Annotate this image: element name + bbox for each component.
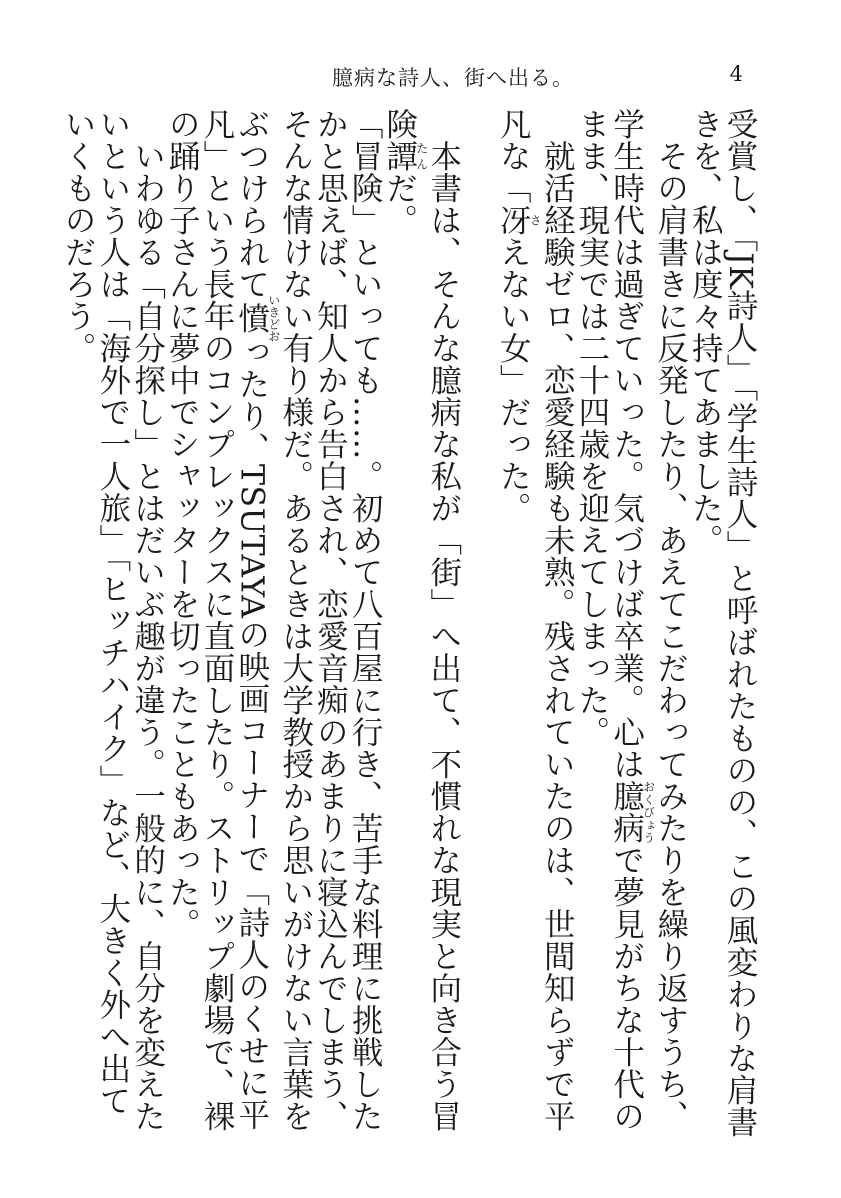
text-run: 受賞し、「JK詩人」「学生詩人」と呼ばれたものの、この風変わりな肩書きを、私は度々持てあました。 [687, 108, 758, 1138]
ruby-reading: さ [528, 204, 543, 236]
text-run: 本書は、そんな臆病な私が「街」へ出て、不慣れな現実と向き合う冒険 [381, 108, 462, 1132]
text-run: えない女」だった。 [495, 236, 532, 524]
text-run: だ。 [381, 172, 418, 236]
ruby-annotation [495, 204, 543, 236]
ruby-base: 憤 [233, 294, 270, 342]
ruby-reading: いきどお [266, 294, 281, 342]
ruby-annotation [608, 780, 656, 844]
paragraph [688, 108, 757, 1148]
running-head-title: 臆病な詩人、街へ出る。 [332, 66, 574, 90]
text-run: 「冒険」といっても……。初めて八百屋に行き、苦手な料理に挑戦したかと思えば、知人から告白され、恋愛音痴のあまりに寝込んでしまう、そんな情けない有り様だ。あるときは大学教授から思いがけない言葉をぶつけられて [233, 108, 384, 1132]
ruby-annotation [233, 294, 281, 342]
text-run: で夢見がちな十代のまま、現実では二十四歳を迎えてしまった。 [573, 108, 645, 1132]
text-run: いわゆる「自分探し」とはだいぶ趣が違う。一般的に、自分を変えたいという人は「海外で一人旅」「ヒッチハイク」など、大きく外へ出ていくものだろう。 [60, 108, 166, 1132]
ruby-reading: おくびょう [641, 780, 656, 844]
body-text [60, 108, 758, 1148]
ruby-annotation [381, 140, 429, 172]
paragraph [574, 108, 687, 1148]
ruby-base: 譚 [381, 140, 418, 172]
paragraph [60, 108, 164, 1148]
text-run: その肩書きに反発したり、あえてこだわってみたりを繰り返すうち、学生時代は過ぎていった。気づけば卒業。心は [608, 108, 689, 1132]
page-number: 4 [729, 62, 743, 86]
text-run: ったり、TSUTAYAの映画コーナーで「詩人のくせに平凡」という長年のコンプレックスに直面したり。ストリップ劇場で、裸の踊り子さんに夢中でシャッターを切ったこともあった。 [164, 108, 270, 1132]
paragraph [165, 108, 383, 1148]
ruby-base: 冴 [495, 204, 532, 236]
ruby-base: 臆病 [608, 780, 645, 844]
paragraph [495, 108, 574, 1148]
text-run: 就活経験ゼロ、恋愛経験も未熟。残されていたのは、世間知らずで平凡な「 [495, 108, 576, 1132]
paragraph [382, 108, 461, 1148]
ruby-reading: たん [414, 140, 429, 172]
